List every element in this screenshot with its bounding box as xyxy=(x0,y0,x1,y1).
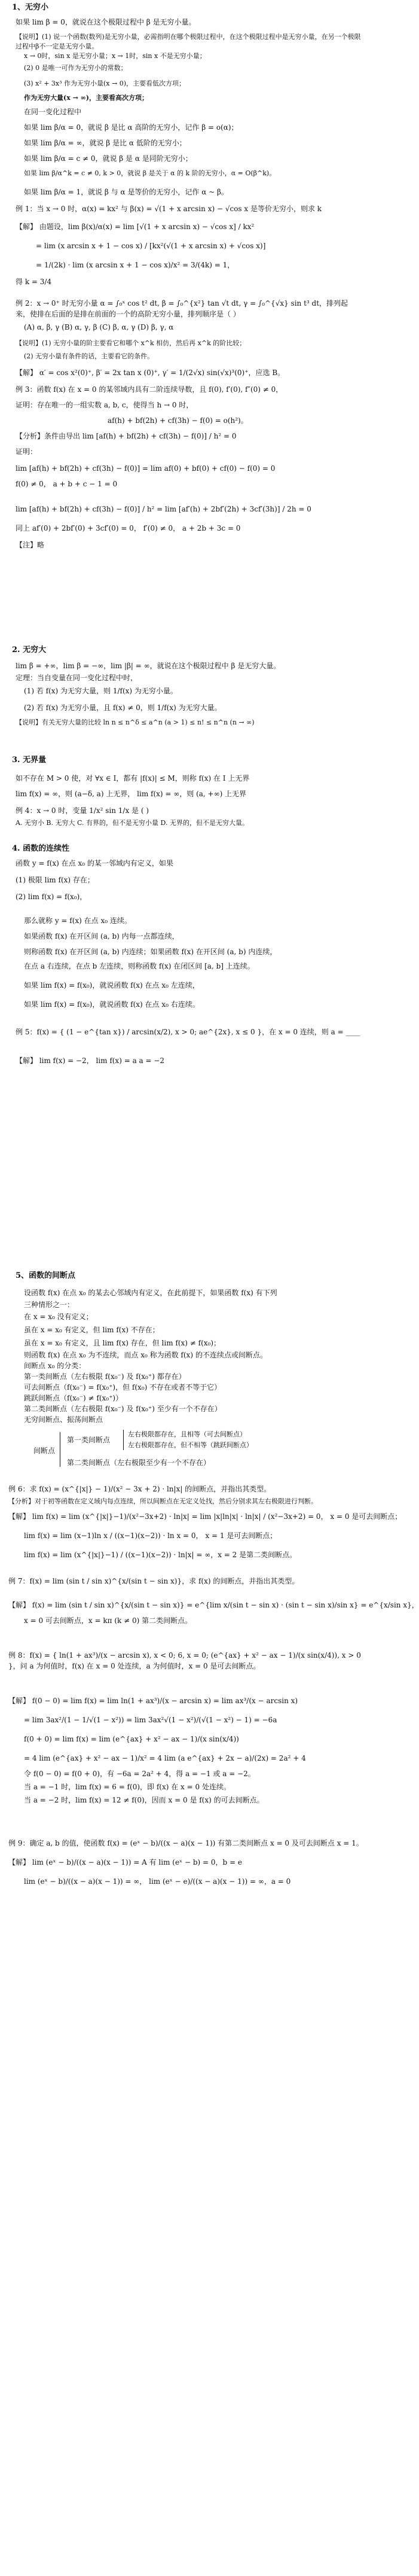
solution-line: 【解】 lim f(x) = lim (x^{|x|}−1)/(x²−3x+2) · ln|x| = lim |x|ln|x| · ln|x| / (x²−3x+2) = 0， x = 0 是可去间断点； xyxy=(8,1512,402,1521)
definition-text: 如果 lim f(x) = f(x₀)，就说函数 f(x) 在点 x₀ 右连续。 xyxy=(24,1000,200,1009)
equation: af(h) + bf(2h) + cf(3h) − f(0) = o(h²)。 xyxy=(108,416,248,425)
definition-text: (2) lim f(x) = f(x₀)， xyxy=(16,893,87,901)
section-discontinuity xyxy=(0,1271,419,1887)
section-infinitesimal xyxy=(0,2,372,550)
solution-line: = lim (x arcsin x + 1 − cos x) / [kx²(√(1 + x arcsin x) + √cos x)] xyxy=(36,242,266,250)
proof-line: 同上 af′(0) + 2bf′(0) + 3cf′(0) = 0， f′(0) ≠ 0， a + 2b + 3c = 0 xyxy=(16,524,241,532)
note-text: 【说明】有关无穷大量的比较 ln n ≤ n^δ ≤ a^n (a > 1) ≤ n! ≤ n^n (n → ∞) xyxy=(16,718,255,726)
comparison-text: 如果 lim β/α^k = c ≠ 0, k > 0，就说 β 是关于 α 的 k 阶的无穷小，α = O(β^k)。 xyxy=(24,169,276,177)
section-unbounded xyxy=(0,755,372,828)
example-8: 例 8：f(x) = { ln(1 + ax³)/(x − arcsin x), x < 0; 6, x = 0; (e^{ax} + x² − ax − 1)/(x sin(x/4)), x > 0 }，问 a 为何值时，f(x) 在 x = 0 处连续，a 为何值时，x = 0 是可去间断点。 xyxy=(8,1651,361,1670)
section-title: 4. 函数的连续性 xyxy=(12,844,70,853)
example-1: 例 1：当 x → 0 时，α(x) = kx² 与 β(x) = √(1 + x arcsin x) − √cos x 是等价无穷小，则求 k xyxy=(16,205,322,213)
comparison-text: 在同一变化过程中 xyxy=(24,108,82,116)
tree-brace xyxy=(60,1432,65,1467)
comparison-text: 如果 lim β/α = c ≠ 0，就说 β 是 α 是同阶无穷小； xyxy=(24,154,192,163)
comparison-text: 如果 lim β/α = ∞，就说 β 是比 α 低阶的无穷小； xyxy=(24,139,186,147)
definition-text: 如不存在 M > 0 使，对 ∀x ∈ I，都有 |f(x)| ≤ M，则称 f(x) 在 I 上无界 xyxy=(16,774,250,782)
solution-line: lim (eˣ − b)/((x − a)(x − 1)) = ∞， lim (eˣ − e)/((x − a)(x − 1)) = ∞，a = 0 xyxy=(24,1877,291,1886)
definition-text: 间断点 x₀ 的分类： xyxy=(24,1362,86,1370)
example-options: (A) α, β, γ (B) α, γ, β (C) β, α, γ (D) β, γ, α xyxy=(24,323,174,331)
note-text: 【说明】(1) 无穷小量的阶主要看它和哪个 x^k 相仿，然后再 x^k 的阶比较； xyxy=(16,339,246,347)
definition-text: 三种情形之一： xyxy=(24,1301,75,1309)
note-text: 作为无穷大量(x → ∞)，主要看高次方项； xyxy=(24,94,149,102)
comparison-text: 如果 lim β/α = 0，就说 β 是比 α 高阶的无穷小，记作 β = o(α)； xyxy=(24,123,238,132)
solution-line: = 4 lim (e^{ax} + x² − ax − 1)/x² = 4 lim (a e^{ax} + 2x − a)/(2x) = 2a² + 4 xyxy=(24,1754,306,1762)
example-5: 例 5：f(x) = { (1 − e^{tan x}) / arcsin(x/2), x > 0; ae^{2x}, x ≤ 0 }，在 x = 0 连续，则 a = ____ xyxy=(16,1028,360,1036)
note-text: (3) x² + 3x³ 作为无穷小量(x → 0)，主要看低次方项； xyxy=(24,80,186,87)
solution-line: 当 a = −2 时，lim f(x) = 12 ≠ f(0)，因而 x = 0 是 f(x) 的可去间断点。 xyxy=(24,1796,264,1804)
note-text: x → 0时，sin x 是无穷小量；x → 1时，sin x 不是无穷小量； xyxy=(24,52,206,60)
definition-text: 如果函数 f(x) 在开区间 (a, b) 内每一点都连续， xyxy=(24,932,179,940)
solution-line: 当 a = −1 时，lim f(x) = 6 = f(0)，即 f(x) 在 x = 0 处连续。 xyxy=(24,1783,231,1791)
classification-tree xyxy=(0,1430,372,1473)
solution-line: 【解】 lim f(x) = −2， lim f(x) = a a = −2 xyxy=(16,1056,165,1065)
example-4: 例 4：x → 0 时，变量 1/x² sin 1/x 是 ( ) xyxy=(16,806,149,815)
example-3: 证明：存在唯一的一组实数 a, b, c，使得当 h → 0 时， xyxy=(16,401,194,409)
definition-text: 函数 y = f(x) 在点 x₀ 的某一邻域内有定义，如果 xyxy=(16,859,173,867)
note-text: (2) 无穷小量有条件的话，主要看它的条件。 xyxy=(24,352,154,360)
analysis-line: 【分析】条件由导出 lim [af(h) + bf(2h) + cf(3h) − f(0)] / h² = 0 xyxy=(16,432,237,440)
definition-text: (1) 极限 lim f(x) 存在； xyxy=(16,876,94,884)
definition-text: 在 x = x₀ 没有定义； xyxy=(24,1313,93,1321)
definition-text: 第二类间断点（左右极限 f(x₀⁻) 及 f(x₀⁺) 至少有一个不存在） xyxy=(24,1405,222,1413)
example-options: A. 无穷小 B. 无穷大 C. 有界的，但不是无穷小量 D. 无界的，但不是无穷大量。 xyxy=(16,819,249,827)
section-infinity xyxy=(0,645,372,727)
definition-text: lim f(x) = ∞，则 (a−δ, a) 上无界， lim f(x) = ∞，则 (a, +∞) 上无界 xyxy=(16,790,247,798)
solution-line: lim f(x) = lim (x−1)ln x / ((x−1)(x−2)) · ln x = 0， x = 1 是可去间断点； xyxy=(24,1531,277,1540)
solution-line: 【解】 f(0 − 0) = lim f(x) = lim ln(1 + ax³)/(x − arcsin x) = lim ax³/(x − arcsin x) xyxy=(8,1697,298,1705)
definition-text: 跳跃间断点（f(x₀⁻) ≠ f(x₀⁺)） xyxy=(24,1394,123,1402)
definition-text: 则函数 f(x) 在点 x₀ 为不连续，而点 x₀ 称为函数 f(x) 的不连续点或间断点。 xyxy=(24,1351,267,1359)
definition-text: 如果 lim f(x) = f(x₀)，就说函数 f(x) 在点 x₀ 左连续， xyxy=(24,981,200,989)
section-title: 5、函数的间断点 xyxy=(16,1271,76,1280)
solution-line: lim f(x) = lim (x^{|x|}−1) / ((x−1)(x−2)) · ln|x| = ∞，x = 2 是第二类间断点。 xyxy=(24,1551,297,1559)
example-3: 例 3：函数 f(x) 在 x = 0 的某邻域内具有二阶连续导数，且 f(0), f′(0), f″(0) ≠ 0， xyxy=(16,385,283,394)
definition-text: 如果 lim β = 0，就说在这个极限过程中 β 是无穷小量。 xyxy=(16,18,196,26)
definition-text: 在点 a 右连续，在点 b 左连续，则称函数 f(x) 在闭区间 [a, b] 上连续。 xyxy=(24,962,255,970)
definition-text: 虽在 x = x₀ 有定义，且 lim f(x) 存在，但 lim f(x) ≠ f(x₀)； xyxy=(24,1339,221,1347)
solution-line: = 1/(2k) · lim (x arcsin x + 1 − cos x)/x² = 3/(4k) = 1， xyxy=(36,261,235,269)
tree-node: 第一类间断点 xyxy=(67,1436,111,1444)
section-title: 1、无穷小 xyxy=(12,3,49,12)
solution-line: f(0 + 0) = lim f(x) = lim (e^{ax} + x² − ax − 1)/(x sin(x/4)) xyxy=(24,1735,239,1743)
proof-line: lim [af(h) + bf(2h) + cf(3h) − f(0)] = lim af(0) + bf(0) + cf(0) − f(0) = 0 xyxy=(16,464,276,473)
tree-leaf: 左右极限都存在，但不相等（跳跃间断点） xyxy=(128,1441,253,1449)
solution-line: x = 0 可去间断点，x = kπ (k ≠ 0) 第二类间断点。 xyxy=(24,1616,192,1625)
definition-text: 定理：当自变量在同一变化过程中时， xyxy=(16,674,138,682)
note-text: 【说明】(1) 说一个函数(数列)是无穷小量，必需指明在哪个极限过程中，在这个极限过程中是无穷小量，在另一个极限过程中β不一定是无穷小量。 xyxy=(16,33,361,50)
definition-text: 可去间断点（f(x₀⁻) = f(x₀⁺)，但 f(x₀) 不存在或者不等于它） xyxy=(24,1383,222,1391)
proof-line: lim [af(h) + bf(2h) + cf(3h) − f(0)] / h² = lim [af′(h) + 2bf′(2h) + 3cf′(3h)] / 2h = 0 xyxy=(16,505,311,513)
proof-line: 证明： xyxy=(16,447,38,456)
definition-text: 则称函数 f(x) 在开区间 (a, b) 内连续；如果函数 f(x) 在开区间 (a, b) 内连续， xyxy=(24,948,277,956)
definition-text: 那么就称 y = f(x) 在点 x₀ 连续。 xyxy=(24,916,131,925)
solution-line: 令 f(0 − 0) = f(0 + 0)，有 −6a = 2a² + 4，得 a = −1 或 a = −2。 xyxy=(24,1770,255,1778)
section-title: 2. 无穷大 xyxy=(12,645,47,654)
definition-text: 设函数 f(x) 在点 x₀ 的某去心邻域内有定义，在此前提下，如果函数 f(x) 有下列 xyxy=(24,1289,277,1297)
analysis-line: 【分析】对于初等函数在定义域内每点连续，所以间断点在无定义处找，然后分别求其左右极限进行判断。 xyxy=(8,1497,317,1505)
section-continuity xyxy=(0,844,372,1066)
solution-line: 【解】 α′ = cos x²(0)⁺, β′ = 2x tan x (0)⁺, γ′ = 1/(2√x) sin(√x)³(0)⁺，应选 B。 xyxy=(16,369,285,377)
example-6: 例 6：求 f(x) = (x^{|x|} − 1)/(x² − 3x + 2) · ln|x| 的间断点，并指出其类型。 xyxy=(8,1485,271,1493)
definition-text: 第一类间断点（左右极限 f(x₀⁻) 及 f(x₀⁺) 都存在） xyxy=(24,1372,186,1381)
section-title: 3. 无界量 xyxy=(12,756,47,765)
tree-root: 间断点 xyxy=(33,1447,56,1455)
proof-line: 【注】略 xyxy=(16,541,45,549)
note-text: (2) 0 是唯一可作为无穷小的常数； xyxy=(24,64,127,72)
tree-node: 第二类间断点（左右极限至少有一个不存在） xyxy=(67,1458,211,1467)
proof-line: f(0) ≠ 0， a + b + c − 1 = 0 xyxy=(16,480,118,488)
definition-text: lim β = +∞，lim β = −∞，lim |β| = ∞，就说在这个极限过程中 β 是无穷大量。 xyxy=(16,662,281,670)
theorem-item: (2) 若 f(x) 为无穷小量，且 f(x) ≠ 0，则 1/f(x) 为无穷大量。 xyxy=(24,704,222,712)
definition-text: 无穷间断点、振荡间断点 xyxy=(24,1415,103,1424)
solution-line: 【解】 lim (eˣ − b)/((x − a)(x − 1)) = A 有 lim (eˣ − b) = 0，b = e xyxy=(8,1858,242,1866)
solution-line: 【解】 f(x) = lim (sin t / sin x)^{x/(sin t − sin x)} = e^{lim x/(sin t − sin x) · (sin t − sin x)/sin x} = e^{x/sin x}， xyxy=(8,1601,419,1609)
solution-line: 得 k = 3/4 xyxy=(16,278,52,286)
tree-leaf: 左右极限都存在，且相等（可去间断点） xyxy=(128,1430,246,1438)
tree-brace xyxy=(123,1430,127,1450)
solution-line: = lim 3ax²/(1 − 1/√(1 − x²)) = lim 3ax²√(1 − x²)/(√(1 − x²) − 1) = −6a xyxy=(24,1716,277,1724)
example-7: 例 7：f(x) = lim (sin t / sin x)^{x/(sin t − sin x)}，求 f(x) 的间断点，并指出其类型。 xyxy=(8,1577,299,1585)
definition-text: 虽在 x = x₀ 有定义，但 lim f(x) 不存在； xyxy=(24,1326,160,1334)
example-9: 例 9：确定 a, b 的值，使函数 f(x) = (eˣ − b)/((x − a)(x − 1)) 有第二类间断点 x = 0 及可去间断点 x = 1。 xyxy=(8,1839,363,1847)
solution-line: 【解】 由题设，lim β(x)/α(x) = lim [√(1 + x arcsin x) − √cos x] / kx² xyxy=(16,223,255,231)
comparison-text: 如果 lim β/α = 1，就说 β 与 α 是等价的无穷小，记作 α ~ β。 xyxy=(24,188,228,196)
theorem-item: (1) 若 f(x) 为无穷大量，则 1/f(x) 为无穷小量。 xyxy=(24,687,178,695)
example-2: 例 2：x → 0⁺ 时无穷小量 α = ∫₀ˣ cos t² dt, β = ∫₀^{x²} tan √t dt, γ = ∫₀^{√x} sin t³ dt，排列起来，使排在后面的是排在前面的一个的高阶无穷小量，排列顺序是（ ） xyxy=(16,299,348,318)
